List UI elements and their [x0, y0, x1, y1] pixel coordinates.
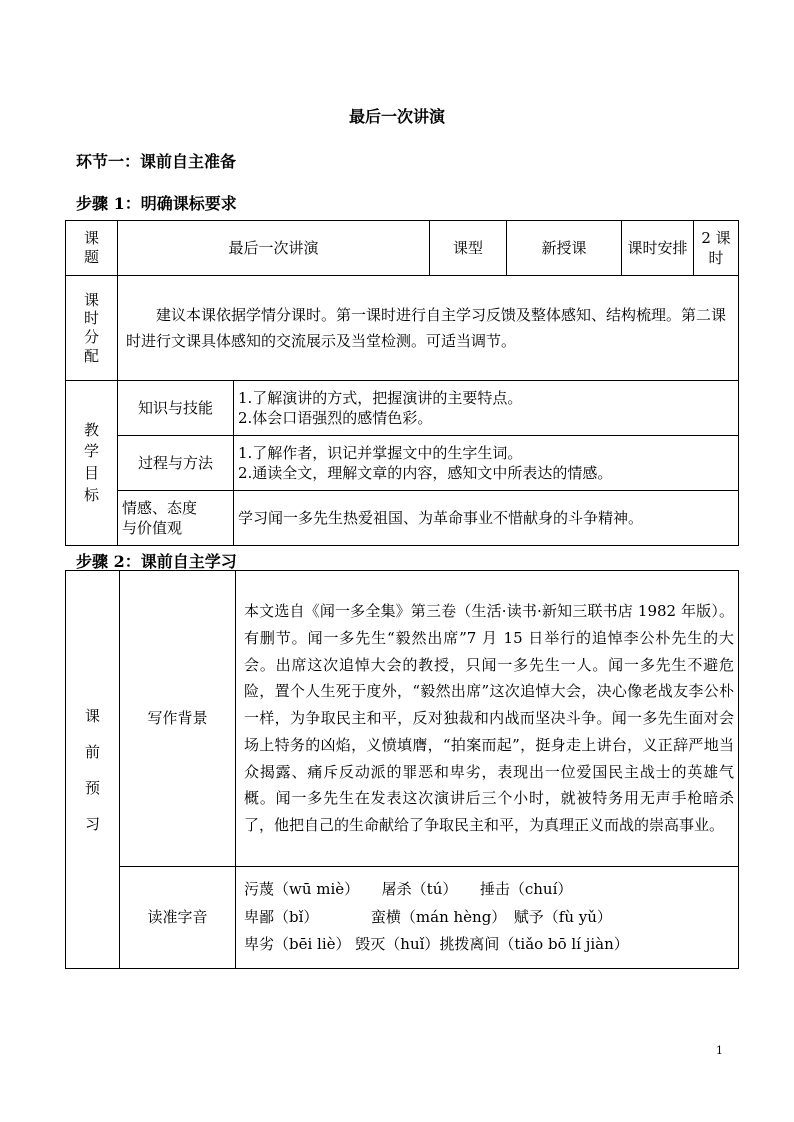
page-number: 1 — [716, 1044, 723, 1057]
preview-label: 课 前 预 习 — [66, 571, 120, 969]
schedule-value: 2 课时 — [694, 221, 739, 276]
schedule-label: 课时安排 — [622, 221, 694, 276]
goal1-text: 1.了解演讲的方式，把握演讲的主要特点。 2.体会口语强烈的感情色彩。 — [234, 381, 739, 436]
plan-text: 建议本课依据学情分课时。第一课时进行自主学习反馈及整体感知、结构梳理。第二课时进行文课具体感知的交流展示及当堂检测。可适当调节。 — [118, 276, 739, 381]
type-label: 课型 — [430, 221, 507, 276]
background-label: 写作背景 — [120, 571, 236, 867]
pronunciation-text — [236, 867, 739, 969]
section-heading: 环节一：课前自主准备 — [76, 152, 237, 171]
pronunciation-line: 污蔑（wū miè） 屠杀（tú） 捶击（chuí） — [244, 879, 573, 898]
goals-label: 教 学 目 标 — [66, 381, 118, 546]
plan-label: 课 时 分 配 — [66, 276, 118, 381]
background-text: 本文选自《闻一多全集》第三卷（生活·读书·新知三联书店 1982 年版）。有删节。闻一多先生“毅然出席”7 月 15 日举行的追悼李公朴先生的大会。出席这次追悼大会的教授，只闻一多先生一人。闻一多先生不避危险，置个人生死于度外，“毅然出席”这次追悼大会，决心像老战友李公朴一样，为争取民主和平，反对独裁和内战而坚决斗争。闻一多先生面对会场上特务的凶焰，义愤填膺，“拍案而起”，挺身走上讲台，义正辞严地当众揭露、痛斥反动派的罪恶和卑劣，表现出一位爱国民主战士的英雄气概。闻一多先生在发表这次演讲后三个小时，就被特务用无声手枪暗杀了，他把自己的生命献给了争取民主和平，为真理正义而战的崇高事业。 — [236, 571, 739, 867]
topic-value: 最后一次讲演 — [118, 221, 430, 276]
topic-label: 课 题 — [66, 221, 118, 276]
pronunciation-line: 卑鄙（bǐ） 蛮横（mán hèng） 赋予（fù yǔ） — [244, 907, 612, 926]
goal3-text: 学习闻一多先生热爱祖国、为革命事业不惜献身的斗争精神。 — [234, 491, 739, 546]
step2-heading: 步骤 2：课前自主学习 — [76, 552, 237, 571]
type-value: 新授课 — [507, 221, 622, 276]
page-title: 最后一次讲演 — [348, 107, 445, 126]
goal1-label: 知识与技能 — [118, 381, 234, 436]
preview-table — [65, 570, 739, 969]
step1-heading: 步骤 1：明确课标要求 — [76, 194, 237, 213]
goal2-label: 过程与方法 — [118, 436, 234, 491]
goal2-text: 1.了解作者，识记并掌握文中的生字生词。 2.通读全文，理解文章的内容，感知文中所表达的情感。 — [234, 436, 739, 491]
goal3-label: 情感、态度 与价值观 — [118, 491, 234, 546]
pronunciation-line: 卑劣（bēi liè） 毁灭（huǐ）挑拨离间（tiǎo bō lí jiàn） — [244, 935, 629, 954]
curriculum-table — [65, 220, 739, 546]
pronunciation-label: 读准字音 — [120, 867, 236, 969]
